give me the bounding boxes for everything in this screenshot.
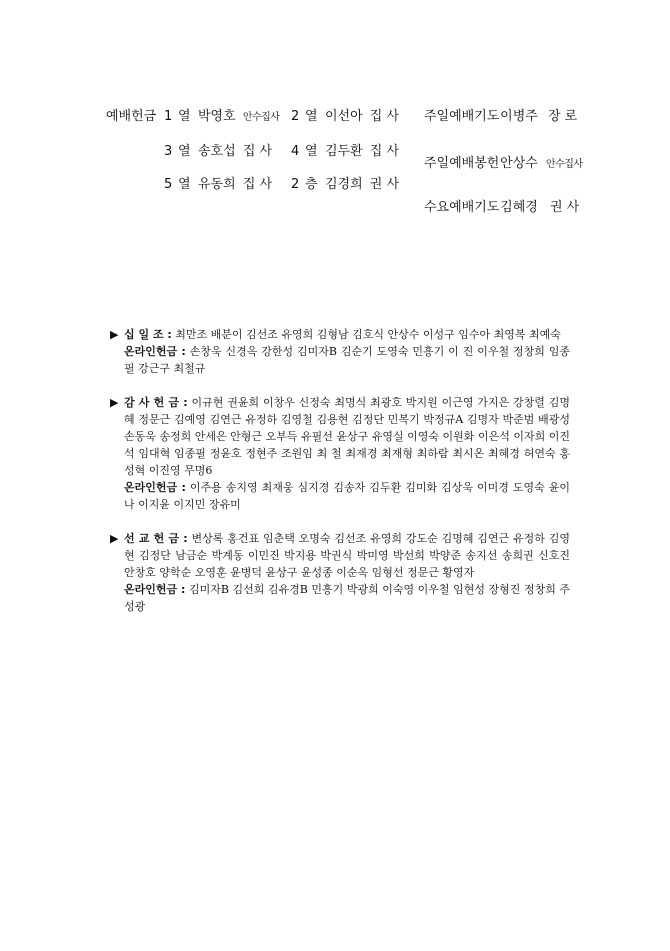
online-offering-label: 온라인헌금 : [124,481,186,494]
row-unit: 층 [304,177,318,192]
usher-row-2 [164,140,399,159]
usher-name: 박영호 [198,109,236,124]
role-title: 권 사 [549,200,580,215]
online-donor-names: 이주용 송지영 최재웅 심지경 김송자 김두환 김미화 김상욱 이미경 도영숙 윤이나 이지윤 이지민 장유미 [124,481,571,511]
role-title: 안수집사 [545,159,583,170]
role-title: 장 로 [547,109,578,124]
row-number: 4 [290,144,300,159]
offering-type-label: 십 일 조 : [124,328,172,341]
offering-donor-list [110,326,570,632]
wednesday-prayer [424,196,579,215]
role-label: 수요예배기도 [424,200,500,215]
donor-names: 최만조 배분이 김선조 유영희 김형남 김호식 안상수 이성구 임수아 최영복 최예숙 [175,328,561,341]
usher-row-1 [164,105,399,124]
usher-name: 이선아 [324,109,363,124]
usher-row-3 [164,173,399,192]
thanksgiving-block [110,394,570,513]
row-unit: 열 [304,144,318,159]
usher-title: 집 사 [369,109,400,124]
role-label: 주일예배기도 [424,109,500,124]
usher-name: 김두환 [324,144,363,159]
offering-label: 예배헌금 [106,109,157,124]
arrow-bullet-icon: ▶ [110,396,119,409]
online-donor-names: 김미자B 김선희 김유경B 민흥기 박광희 이숙영 이우철 임현성 장형진 정창희 주성광 [124,583,570,613]
role-person: 안상수 [500,156,538,171]
sunday-prayer [424,105,577,124]
online-donor-names: 손창욱 신경옥 강한성 김미자B 김순기 도영숙 민흥기 이 진 이우철 정창희 임종필 강근구 최철규 [124,345,571,375]
row-number: 5 [164,177,173,192]
row-number: 2 [290,109,300,124]
usher-name: 송호섭 [198,144,236,159]
arrow-bullet-icon: ▶ [110,328,119,341]
row-unit: 열 [178,177,191,192]
row-number: 3 [164,144,173,159]
arrow-bullet-icon: ▶ [110,532,119,545]
role-person: 김혜경 [500,200,538,215]
online-offering-label: 온라인헌금 : [124,345,186,358]
sunday-offering-duty [424,152,583,171]
offering-type-label: 선 교 헌 금 : [124,532,188,545]
usher-name: 유동희 [198,177,236,192]
usher-title: 집 사 [242,144,273,159]
usher-title: 권 사 [369,177,400,192]
donor-names: 변상록 홍건표 임춘택 오명숙 김선조 유영희 강도순 김명혜 김연근 유정하 김영현 김정단 남금순 박계동 이민진 박지용 박권식 박미영 박선희 박양준 송지선 송희권 신호진 안창호 양학순 오영훈 윤병덕 윤상구 윤성종 이순옥 임형선 정문근 황영자 [124,532,571,579]
mission-block [110,530,570,615]
row-number: 2 [290,177,300,192]
usher-title: 안수집사 [242,112,280,123]
role-person: 이병주 [500,109,538,124]
usher-title: 집 사 [242,177,273,192]
row-unit: 열 [304,109,318,124]
donor-names: 이규현 권윤희 이창우 신정숙 최명식 최광호 박지원 이근영 가지은 강창렬 김명혜 정문근 김예영 김연근 유정하 김영철 김용현 김정단 민복기 박정규A 김명자 박준범 배광성 손동욱 송정희 안세은 안형근 오부득 유필선 윤상구 유영실 이영숙 이원화 이은석 이자희 이진석 임대혁 임종필 정윤호 정현주 조원임 최 철 최재경 최재형 최하람 최시온 최혜경 허연숙 홍성혁 이진영 무명6 [124,396,571,477]
row-unit: 열 [178,109,191,124]
offering-type-label: 감 사 헌 금 : [124,396,188,409]
tithe-block [110,326,570,377]
worship-roles-section [0,0,670,240]
row-unit: 열 [178,144,191,159]
usher-name: 김경희 [324,177,363,192]
usher-title: 집 사 [369,144,400,159]
role-label: 주일예배봉헌 [424,156,500,171]
row-number: 1 [164,109,173,124]
online-offering-label: 온라인헌금 : [124,583,186,596]
